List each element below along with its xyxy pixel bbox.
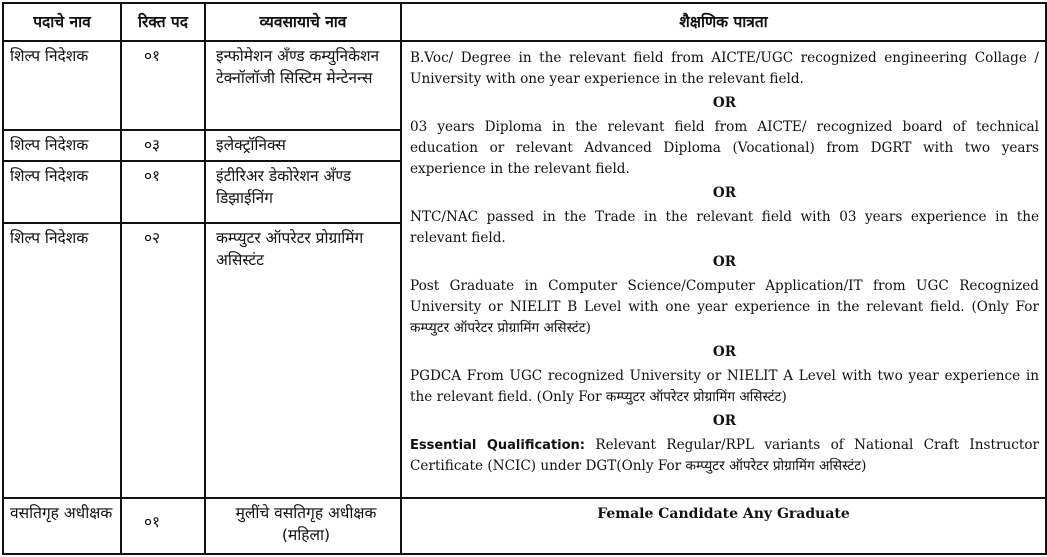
count-cell: ०२ xyxy=(121,223,205,498)
qualification-text-end: ) xyxy=(781,389,787,406)
trade-cell: कम्प्युटर ऑपरेटर प्रोग्रामिंग असिस्टंट xyxy=(205,223,401,498)
header-vacancy: रिक्त पद xyxy=(121,3,205,41)
or-separator: OR xyxy=(712,95,737,112)
trade-cell: इलेक्ट्रॉनिक्स xyxy=(205,130,401,160)
header-trade-name: व्यवसायाचे नाव xyxy=(205,3,401,41)
count-cell: ०३ xyxy=(121,130,205,160)
qualification-cell xyxy=(401,41,1046,498)
hostel-row xyxy=(3,498,1046,554)
count-cell: ०१ xyxy=(121,41,205,130)
post-cell: शिल्प निदेशक xyxy=(3,41,121,130)
qualification-trade-name: कम्प्युटर ऑपरेटर प्रोग्रामिंग असिस्टंट xyxy=(605,389,782,406)
qualification-text xyxy=(410,276,1039,339)
qualification-text xyxy=(410,366,1039,408)
table-row xyxy=(3,41,1046,130)
or-separator: OR xyxy=(712,344,737,361)
or-separator: OR xyxy=(712,254,737,271)
qualification-text: B.Voc/ Degree in the relevant field from AICTE/UGC recognized engineering Collage / University with one year experience in the relevant field. xyxy=(410,50,1039,88)
trade-cell: मुलींचे वसतिगृह अधीक्षक (महिला) xyxy=(205,498,401,554)
header-row xyxy=(3,3,1046,41)
qualification-text: 03 years Diploma in the relevant field from AICTE/ recognized board of technical education or relevant Advanced Diploma (Vocational) from DGRT with two years experience in the relevant field. xyxy=(410,119,1039,178)
or-separator: OR xyxy=(712,413,737,430)
trade-cell: इन्फोमेशन अँण्ड कम्युनिकेशन टेक्नॉलॉजी सिस्टिम मेन्टेनन्स xyxy=(205,41,401,130)
qualification-text-end: ) xyxy=(585,320,591,337)
post-cell: शिल्प निदेशक xyxy=(3,130,121,160)
recruitment-table xyxy=(2,2,1047,555)
qualification-text-end: ) xyxy=(861,458,867,475)
or-separator: OR xyxy=(712,185,737,202)
header-qualification: शैक्षणिक पात्रता xyxy=(401,3,1046,41)
post-cell: शिल्प निदेशक xyxy=(3,223,121,498)
qualification-text-part: Relevant Regular/RPL variants of National Craft Instructor Certificate (NCIC) under DGT(Only For xyxy=(410,437,1040,475)
count-cell: ०१ xyxy=(121,161,205,224)
trade-cell: इंटीरिअर डेकोरेशन अँण्ड डिझाईनिंग xyxy=(205,161,401,224)
qualification-trade-name: कम्प्युटर ऑपरेटर प्रोग्रामिंग असिस्टंट xyxy=(685,458,862,475)
qualification-text: NTC/NAC passed in the Trade in the relevant field with 03 years experience in the relevant field. xyxy=(410,209,1039,247)
qualification-text-part: Post Graduate in Computer Science/Computer Application/IT from UGC Recognized University or NIELIT B Level with one year experience in the relevant field. (Only For xyxy=(410,278,1039,316)
count-cell: ०१ xyxy=(121,498,205,554)
qualification-trade-name: कम्प्युटर ऑपरेटर प्रोग्रामिंग असिस्टंट xyxy=(410,320,586,337)
hostel-qualification-cell: Female Candidate Any Graduate xyxy=(401,498,1046,554)
qualification-text xyxy=(410,435,1039,477)
qualification-text-part: PGDCA From UGC recognized University or NIELIT A Level with two year experience in the relevant field. (Only For xyxy=(410,368,1039,406)
post-cell: शिल्प निदेशक xyxy=(3,161,121,224)
essential-qualification-label: Essential Qualification: xyxy=(410,438,586,454)
post-cell: वसतिगृह अधीक्षक xyxy=(3,498,121,554)
header-post-name: पदाचे नाव xyxy=(3,3,121,41)
